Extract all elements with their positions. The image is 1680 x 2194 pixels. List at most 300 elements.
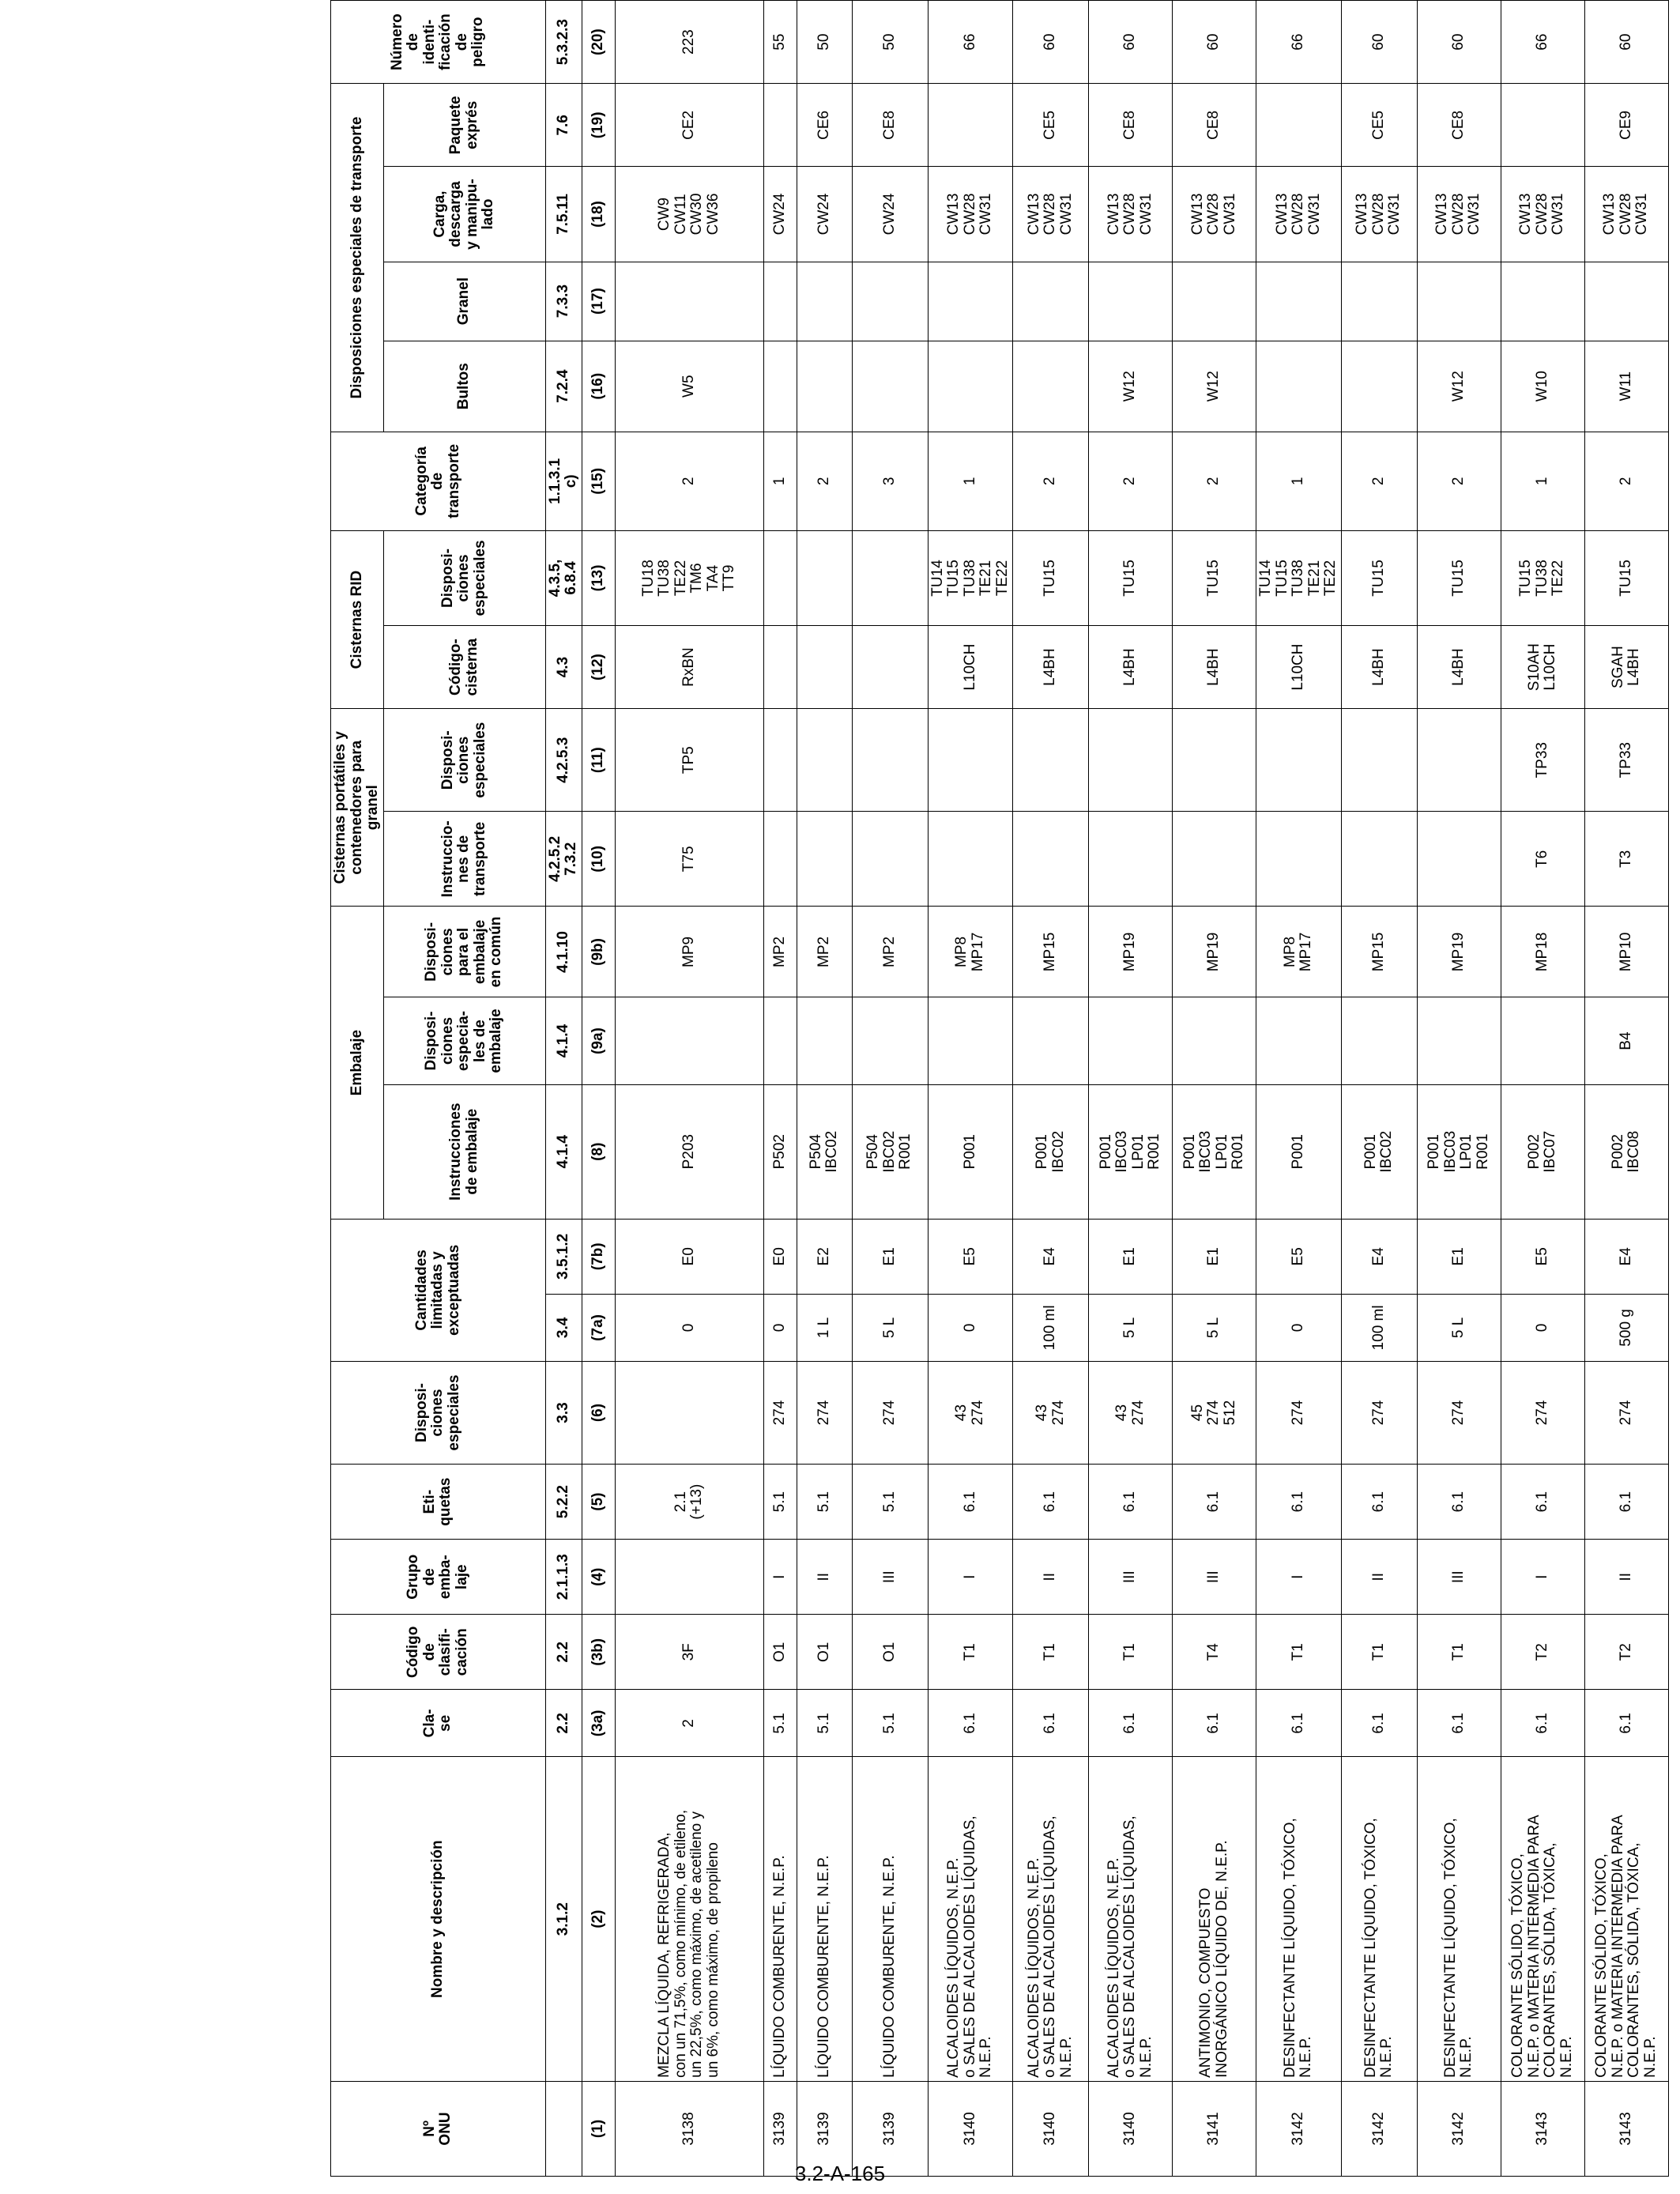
header-packages: Bultos bbox=[383, 341, 545, 432]
table-cell: E1 bbox=[1417, 1219, 1501, 1294]
table-cell: 6.1 bbox=[1013, 1690, 1089, 1757]
header-portable-tank-special-provisions: Disposi- ciones especiales bbox=[383, 709, 545, 812]
header-packaging: Embalaje bbox=[331, 907, 384, 1219]
table-cell: TU15 bbox=[1584, 530, 1668, 625]
table-cell bbox=[763, 626, 797, 709]
table-cell: 1 bbox=[1256, 432, 1342, 530]
reference-cell: 5.2.2 bbox=[545, 1465, 582, 1540]
table-cell: T75 bbox=[615, 812, 763, 907]
name-cell: LÍQUIDO COMBURENTE, N.E.P. bbox=[763, 1757, 797, 2081]
table-cell bbox=[1417, 812, 1501, 907]
header-name-description: Nombre y descripción bbox=[331, 1757, 546, 2081]
header-transport-instructions: Instruccio- nes de transporte bbox=[383, 812, 545, 907]
table-cell: I bbox=[763, 1540, 797, 1615]
table-cell bbox=[1417, 997, 1501, 1084]
un-number-cell: 3139 bbox=[797, 2081, 852, 2176]
table-cell: P502 bbox=[763, 1084, 797, 1219]
table-cell: CW13 CW28 CW31 bbox=[1013, 167, 1089, 262]
table-cell: 55 bbox=[763, 1, 797, 84]
table-row bbox=[852, 1, 928, 2177]
un-number-cell: 3142 bbox=[1341, 2081, 1417, 2176]
table-cell: 274 bbox=[1256, 1361, 1342, 1464]
table-cell: 0 bbox=[1256, 1294, 1342, 1361]
name-cell: DESINFECTANTE LÍQUIDO, TÓXICO, N.E.P. bbox=[1341, 1757, 1417, 2081]
header-portable-tanks: Cisternas portátiles y contenedores para granel bbox=[331, 709, 384, 907]
reference-cell: 4.2.5.3 bbox=[545, 709, 582, 812]
column-number-cell: (2) bbox=[582, 1757, 615, 2081]
table-cell: P001 IBC03 LP01 R001 bbox=[1089, 1084, 1173, 1219]
column-number-cell: (10) bbox=[582, 812, 615, 907]
table-cell: MP15 bbox=[1341, 907, 1417, 997]
table-cell: CW13 CW28 CW31 bbox=[1501, 167, 1584, 262]
table-cell: CE8 bbox=[1089, 84, 1173, 167]
table-cell bbox=[797, 812, 852, 907]
reference-cell: 2.2 bbox=[545, 1690, 582, 1757]
table-cell: 2 bbox=[615, 1690, 763, 1757]
table-cell: P504 IBC02 bbox=[797, 1084, 852, 1219]
header-packing-instructions: Instrucciones de embalaje bbox=[383, 1084, 545, 1219]
reference-cell: 7.5.11 bbox=[545, 167, 582, 262]
table-cell: B4 bbox=[1584, 997, 1668, 1084]
table-cell: 0 bbox=[615, 1294, 763, 1361]
table-cell bbox=[1417, 709, 1501, 812]
table-cell bbox=[1173, 262, 1256, 341]
header-hazard-id: Número de identi- ficación de peligro bbox=[331, 1, 546, 84]
table-cell: 274 bbox=[763, 1361, 797, 1464]
table-cell: III bbox=[1417, 1540, 1501, 1615]
table-cell: 66 bbox=[928, 1, 1013, 84]
name-cell: ANTIMONIO, COMPUESTO INORGÁNICO LÍQUIDO DE, N.E.P. bbox=[1173, 1757, 1256, 2081]
reference-row bbox=[545, 1, 582, 2177]
reference-cell: 2.1.1.3 bbox=[545, 1540, 582, 1615]
table-cell: CE2 bbox=[615, 84, 763, 167]
reference-cell: 4.1.10 bbox=[545, 907, 582, 997]
table-row bbox=[763, 1, 797, 2177]
un-number-cell: 3140 bbox=[1013, 2081, 1089, 2176]
table-cell: T2 bbox=[1501, 1615, 1584, 1690]
table-cell bbox=[928, 997, 1013, 1084]
reference-cell: 2.2 bbox=[545, 1615, 582, 1690]
un-number-cell: 3143 bbox=[1584, 2081, 1668, 2176]
table-cell bbox=[852, 812, 928, 907]
header-transport-category: Categoría de transporte bbox=[331, 432, 546, 530]
table-cell: II bbox=[1013, 1540, 1089, 1615]
header-special-packing-provisions: Disposi- ciones especia- les de embalaje bbox=[383, 997, 545, 1084]
table-cell: CW13 CW28 CW31 bbox=[1584, 167, 1668, 262]
table-cell: TU15 bbox=[1341, 530, 1417, 625]
table-cell bbox=[852, 709, 928, 812]
table-cell bbox=[928, 709, 1013, 812]
un-number-cell: 3138 bbox=[615, 2081, 763, 2176]
table-cell: P001 IBC03 LP01 R001 bbox=[1173, 1084, 1256, 1219]
table-cell: W5 bbox=[615, 341, 763, 432]
table-cell: 2 bbox=[1173, 432, 1256, 530]
table-cell bbox=[928, 812, 1013, 907]
table-cell: 6.1 bbox=[928, 1465, 1013, 1540]
column-number-cell: (4) bbox=[582, 1540, 615, 1615]
name-cell: COLORANTE SÓLIDO, TÓXICO, N.E.P. o MATERIA INTERMEDIA PARA COLORANTES, SÓLIDA, TÓXICA, N.E.P. bbox=[1501, 1757, 1584, 2081]
table-cell: P203 bbox=[615, 1084, 763, 1219]
column-number-cell: (16) bbox=[582, 341, 615, 432]
table-cell: T1 bbox=[1089, 1615, 1173, 1690]
header-express-parcel: Paquete exprés bbox=[383, 84, 545, 167]
table-cell bbox=[763, 709, 797, 812]
header-un-number: Nº ONU bbox=[331, 2081, 546, 2176]
name-cell: DESINFECTANTE LÍQUIDO, TÓXICO, N.E.P. bbox=[1256, 1757, 1342, 2081]
table-cell: MP2 bbox=[763, 907, 797, 997]
column-number-cell: (12) bbox=[582, 626, 615, 709]
header-bulk: Granel bbox=[383, 262, 545, 341]
table-cell: CE8 bbox=[1173, 84, 1256, 167]
table-cell: TP33 bbox=[1501, 709, 1584, 812]
table-cell: 2 bbox=[1089, 432, 1173, 530]
column-number-cell: (3a) bbox=[582, 1690, 615, 1757]
table-cell: 5.1 bbox=[797, 1690, 852, 1757]
un-number-cell: 3139 bbox=[763, 2081, 797, 2176]
reference-cell: 4.1.4 bbox=[545, 997, 582, 1084]
name-cell: ALCALOIDES LÍQUIDOS, N.E.P. o SALES DE ALCALOIDES LÍQUIDAS, N.E.P. bbox=[1089, 1757, 1173, 2081]
table-cell: II bbox=[797, 1540, 852, 1615]
table-cell: 5 L bbox=[1417, 1294, 1501, 1361]
un-number-cell: 3140 bbox=[1089, 2081, 1173, 2176]
table-cell: TU15 bbox=[1173, 530, 1256, 625]
table-cell: TP5 bbox=[615, 709, 763, 812]
table-cell: TU14 TU15 TU38 TE21 TE22 bbox=[1256, 530, 1342, 625]
table-cell bbox=[1089, 262, 1173, 341]
table-cell bbox=[1089, 812, 1173, 907]
table-cell: 6.1 bbox=[1173, 1690, 1256, 1757]
table-cell: P001 IBC03 LP01 R001 bbox=[1417, 1084, 1501, 1219]
table-cell bbox=[1341, 812, 1417, 907]
reference-cell: 7.6 bbox=[545, 84, 582, 167]
table-cell: MP8 MP17 bbox=[928, 907, 1013, 997]
rotated-table-area bbox=[330, 0, 1659, 2177]
column-number-cell: (15) bbox=[582, 432, 615, 530]
table-cell bbox=[797, 341, 852, 432]
table-cell: CW13 CW28 CW31 bbox=[1256, 167, 1342, 262]
table-cell: CE9 bbox=[1584, 84, 1668, 167]
table-cell: 100 ml bbox=[1341, 1294, 1417, 1361]
un-number-cell: 3142 bbox=[1256, 2081, 1342, 2176]
header-tank-code: Código- cisterna bbox=[383, 626, 545, 709]
table-cell: 66 bbox=[1256, 1, 1342, 84]
table-cell: 3F bbox=[615, 1615, 763, 1690]
table-cell: W10 bbox=[1501, 341, 1584, 432]
table-row bbox=[615, 1, 763, 2177]
table-cell: L4BH bbox=[1089, 626, 1173, 709]
table-body bbox=[615, 1, 1668, 2177]
table-cell: 1 L bbox=[797, 1294, 852, 1361]
table-cell: 6.1 bbox=[1341, 1465, 1417, 1540]
table-cell bbox=[1256, 262, 1342, 341]
column-number-cell: (9b) bbox=[582, 907, 615, 997]
table-cell: TU15 bbox=[1417, 530, 1501, 625]
table-cell: I bbox=[1501, 1540, 1584, 1615]
reference-cell: 3.3 bbox=[545, 1361, 582, 1464]
table-cell: MP10 bbox=[1584, 907, 1668, 997]
table-row bbox=[1584, 1, 1668, 2177]
table-row bbox=[1417, 1, 1501, 2177]
table-cell: TU14 TU15 TU38 TE21 TE22 bbox=[928, 530, 1013, 625]
table-cell: 500 g bbox=[1584, 1294, 1668, 1361]
table-cell: E4 bbox=[1341, 1219, 1417, 1294]
reference-cell: 5.3.2.3 bbox=[545, 1, 582, 84]
table-cell: T4 bbox=[1173, 1615, 1256, 1690]
table-cell: T3 bbox=[1584, 812, 1668, 907]
header-loading-handling: Carga, descarga y manipu- lado bbox=[383, 167, 545, 262]
name-cell: ALCALOIDES LÍQUIDOS, N.E.P. o SALES DE ALCALOIDES LÍQUIDAS, N.E.P. bbox=[928, 1757, 1013, 2081]
un-number-cell: 3140 bbox=[928, 2081, 1013, 2176]
table-cell: 274 bbox=[1341, 1361, 1417, 1464]
table-cell: MP19 bbox=[1173, 907, 1256, 997]
table-cell: 2.1 (+13) bbox=[615, 1465, 763, 1540]
table-cell: II bbox=[1584, 1540, 1668, 1615]
table-cell: MP19 bbox=[1089, 907, 1173, 997]
column-number-cell: (9a) bbox=[582, 997, 615, 1084]
table-cell: 5.1 bbox=[797, 1465, 852, 1540]
table-cell: 6.1 bbox=[1089, 1465, 1173, 1540]
un-number-cell: 3141 bbox=[1173, 2081, 1256, 2176]
table-cell bbox=[763, 84, 797, 167]
table-row bbox=[1173, 1, 1256, 2177]
table-cell: 0 bbox=[1501, 1294, 1584, 1361]
table-cell: E2 bbox=[797, 1219, 852, 1294]
table-cell bbox=[763, 997, 797, 1084]
table-cell: CW13 CW28 CW31 bbox=[1173, 167, 1256, 262]
table-cell: MP9 bbox=[615, 907, 763, 997]
table-cell: L4BH bbox=[1341, 626, 1417, 709]
reference-cell: 3.5.1.2 bbox=[545, 1219, 582, 1294]
un-number-cell: 3143 bbox=[1501, 2081, 1584, 2176]
table-cell bbox=[1256, 812, 1342, 907]
table-cell: II bbox=[1341, 1540, 1417, 1615]
table-cell: 223 bbox=[615, 1, 763, 84]
table-cell: 6.1 bbox=[1501, 1690, 1584, 1757]
table-cell: P002 IBC07 bbox=[1501, 1084, 1584, 1219]
table-cell bbox=[1417, 262, 1501, 341]
table-cell: 1 bbox=[1501, 432, 1584, 530]
table-cell: 60 bbox=[1417, 1, 1501, 84]
table-cell: CE5 bbox=[1341, 84, 1417, 167]
table-cell bbox=[763, 812, 797, 907]
column-number-cell: (7a) bbox=[582, 1294, 615, 1361]
table-cell bbox=[1341, 341, 1417, 432]
column-number-cell: (11) bbox=[582, 709, 615, 812]
table-cell: L4BH bbox=[1173, 626, 1256, 709]
table-cell bbox=[1501, 262, 1584, 341]
column-number-cell: (1) bbox=[582, 2081, 615, 2176]
table-cell: 0 bbox=[763, 1294, 797, 1361]
table-cell: 6.1 bbox=[1584, 1465, 1668, 1540]
table-cell: S10AH L10CH bbox=[1501, 626, 1584, 709]
table-cell: I bbox=[1256, 1540, 1342, 1615]
table-row bbox=[1089, 1, 1173, 2177]
reference-cell: 4.3 bbox=[545, 626, 582, 709]
table-cell: 6.1 bbox=[1089, 1690, 1173, 1757]
table-cell bbox=[797, 997, 852, 1084]
reference-cell: 4.2.5.2 7.3.2 bbox=[545, 812, 582, 907]
table-cell: SGAH L4BH bbox=[1584, 626, 1668, 709]
header-labels: Eti- quetas bbox=[331, 1465, 546, 1540]
reference-cell: 4.1.4 bbox=[545, 1084, 582, 1219]
column-number-cell: (5) bbox=[582, 1465, 615, 1540]
table-cell bbox=[797, 626, 852, 709]
table-cell bbox=[1173, 709, 1256, 812]
table-cell: CW24 bbox=[852, 167, 928, 262]
table-cell: 274 bbox=[1417, 1361, 1501, 1464]
table-cell: T1 bbox=[1417, 1615, 1501, 1690]
table-cell: E0 bbox=[763, 1219, 797, 1294]
table-cell: 5.1 bbox=[763, 1690, 797, 1757]
table-cell: 43 274 bbox=[928, 1361, 1013, 1464]
table-cell: MP8 MP17 bbox=[1256, 907, 1342, 997]
table-cell bbox=[1013, 997, 1089, 1084]
table-cell: CE8 bbox=[852, 84, 928, 167]
column-number-cell: (6) bbox=[582, 1361, 615, 1464]
table-cell bbox=[1256, 84, 1342, 167]
table-cell: 5 L bbox=[1089, 1294, 1173, 1361]
table-cell: 5 L bbox=[852, 1294, 928, 1361]
table-cell: CW13 CW28 CW31 bbox=[1341, 167, 1417, 262]
table-cell bbox=[1341, 709, 1417, 812]
table-cell: P001 bbox=[928, 1084, 1013, 1219]
table-cell bbox=[1173, 997, 1256, 1084]
table-cell: P002 IBC08 bbox=[1584, 1084, 1668, 1219]
table-cell bbox=[852, 530, 928, 625]
table-cell: O1 bbox=[852, 1615, 928, 1690]
table-cell: 2 bbox=[1584, 432, 1668, 530]
table-cell bbox=[928, 341, 1013, 432]
table-cell bbox=[1256, 341, 1342, 432]
table-cell: 45 274 512 bbox=[1173, 1361, 1256, 1464]
table-cell bbox=[763, 530, 797, 625]
table-cell bbox=[615, 1540, 763, 1615]
header-mixed-packing-provisions: Disposi- ciones para el embalaje en común bbox=[383, 907, 545, 997]
table-row bbox=[797, 1, 852, 2177]
table-cell: E0 bbox=[615, 1219, 763, 1294]
page-number: 3.2-A-165 bbox=[794, 2162, 886, 2185]
reference-cell: 7.2.4 bbox=[545, 341, 582, 432]
table-cell: 6.1 bbox=[1417, 1690, 1501, 1757]
name-cell: ALCALOIDES LÍQUIDOS, N.E.P. o SALES DE ALCALOIDES LÍQUIDAS, N.E.P. bbox=[1013, 1757, 1089, 2081]
table-cell: P504 IBC02 R001 bbox=[852, 1084, 928, 1219]
table-cell: 1 bbox=[928, 432, 1013, 530]
name-cell: LÍQUIDO COMBURENTE, N.E.P. bbox=[852, 1757, 928, 2081]
header-rid-tanks: Cisternas RID bbox=[331, 530, 384, 708]
table-cell: E4 bbox=[1584, 1219, 1668, 1294]
table-cell: P001 IBC02 bbox=[1013, 1084, 1089, 1219]
table-cell: E1 bbox=[1089, 1219, 1173, 1294]
table-cell: MP18 bbox=[1501, 907, 1584, 997]
table-cell bbox=[1341, 997, 1417, 1084]
table-cell bbox=[1013, 262, 1089, 341]
table-cell: III bbox=[1173, 1540, 1256, 1615]
name-cell: COLORANTE SÓLIDO, TÓXICO, N.E.P. o MATERIA INTERMEDIA PARA COLORANTES, SÓLIDA, TÓXICA, N.E.P. bbox=[1584, 1757, 1668, 2081]
table-cell: 2 bbox=[615, 432, 763, 530]
table-cell: W12 bbox=[1417, 341, 1501, 432]
table-cell bbox=[615, 997, 763, 1084]
table-row bbox=[1341, 1, 1417, 2177]
table-cell: 2 bbox=[1341, 432, 1417, 530]
table-cell: W12 bbox=[1089, 341, 1173, 432]
dangerous-goods-table bbox=[330, 0, 1669, 2177]
table-cell: TU15 TU38 TE22 bbox=[1501, 530, 1584, 625]
table-cell: CW13 CW28 CW31 bbox=[1417, 167, 1501, 262]
table-cell bbox=[1341, 262, 1417, 341]
table-cell: 6.1 bbox=[928, 1690, 1013, 1757]
reference-cell: 4.3.5, 6.8.4 bbox=[545, 530, 582, 625]
table-cell: E5 bbox=[1256, 1219, 1342, 1294]
reference-cell: 3.4 bbox=[545, 1294, 582, 1361]
table-cell: W11 bbox=[1584, 341, 1668, 432]
table-cell: 274 bbox=[1584, 1361, 1668, 1464]
table-cell: 100 ml bbox=[1013, 1294, 1089, 1361]
table-cell bbox=[852, 262, 928, 341]
table-cell bbox=[797, 709, 852, 812]
table-cell bbox=[763, 341, 797, 432]
table-cell bbox=[1089, 709, 1173, 812]
header-class: Cla- se bbox=[331, 1690, 546, 1757]
table-cell bbox=[852, 341, 928, 432]
table-cell: TU15 bbox=[1013, 530, 1089, 625]
table-cell: 2 bbox=[1417, 432, 1501, 530]
table-cell: 50 bbox=[852, 1, 928, 84]
header-classification-code: Código de clasifi- cación bbox=[331, 1615, 546, 1690]
table-cell: 6.1 bbox=[1417, 1465, 1501, 1540]
table-cell: 2 bbox=[797, 432, 852, 530]
table-cell: 60 bbox=[1584, 1, 1668, 84]
table-cell: 5.1 bbox=[852, 1690, 928, 1757]
table-cell: III bbox=[1089, 1540, 1173, 1615]
table-cell: MP15 bbox=[1013, 907, 1089, 997]
table-cell: CW24 bbox=[797, 167, 852, 262]
table-cell bbox=[1173, 812, 1256, 907]
table-cell: T1 bbox=[1013, 1615, 1089, 1690]
table-cell: E4 bbox=[1013, 1219, 1089, 1294]
name-cell: LÍQUIDO COMBURENTE, N.E.P. bbox=[797, 1757, 852, 2081]
table-cell bbox=[1013, 341, 1089, 432]
table-cell: 274 bbox=[797, 1361, 852, 1464]
table-cell: 43 274 bbox=[1089, 1361, 1173, 1464]
table-cell: 3 bbox=[852, 432, 928, 530]
table-cell bbox=[1584, 262, 1668, 341]
column-number-row bbox=[582, 1, 615, 2177]
table-row bbox=[1256, 1, 1342, 2177]
table-row bbox=[1501, 1, 1584, 2177]
table-cell: III bbox=[852, 1540, 928, 1615]
table-cell: T1 bbox=[1256, 1615, 1342, 1690]
table-cell: T1 bbox=[1341, 1615, 1417, 1690]
column-number-cell: (7b) bbox=[582, 1219, 615, 1294]
table-cell: MP2 bbox=[852, 907, 928, 997]
table-cell: 6.1 bbox=[1256, 1465, 1342, 1540]
table-cell: T6 bbox=[1501, 812, 1584, 907]
table-row bbox=[928, 1, 1013, 2177]
table-cell: TU18 TU38 TE22 TM6 TA4 TT9 bbox=[615, 530, 763, 625]
un-number-cell: 3142 bbox=[1417, 2081, 1501, 2176]
table-cell bbox=[1013, 812, 1089, 907]
un-number-cell: 3139 bbox=[852, 2081, 928, 2176]
table-cell: 2 bbox=[1013, 432, 1089, 530]
table-cell: MP19 bbox=[1417, 907, 1501, 997]
table-cell: 274 bbox=[852, 1361, 928, 1464]
table-cell: 60 bbox=[1013, 1, 1089, 84]
table-cell: 66 bbox=[1501, 1, 1584, 84]
table-cell: CW24 bbox=[763, 167, 797, 262]
table-cell: 60 bbox=[1341, 1, 1417, 84]
table-cell: O1 bbox=[797, 1615, 852, 1690]
table-cell: CE5 bbox=[1013, 84, 1089, 167]
